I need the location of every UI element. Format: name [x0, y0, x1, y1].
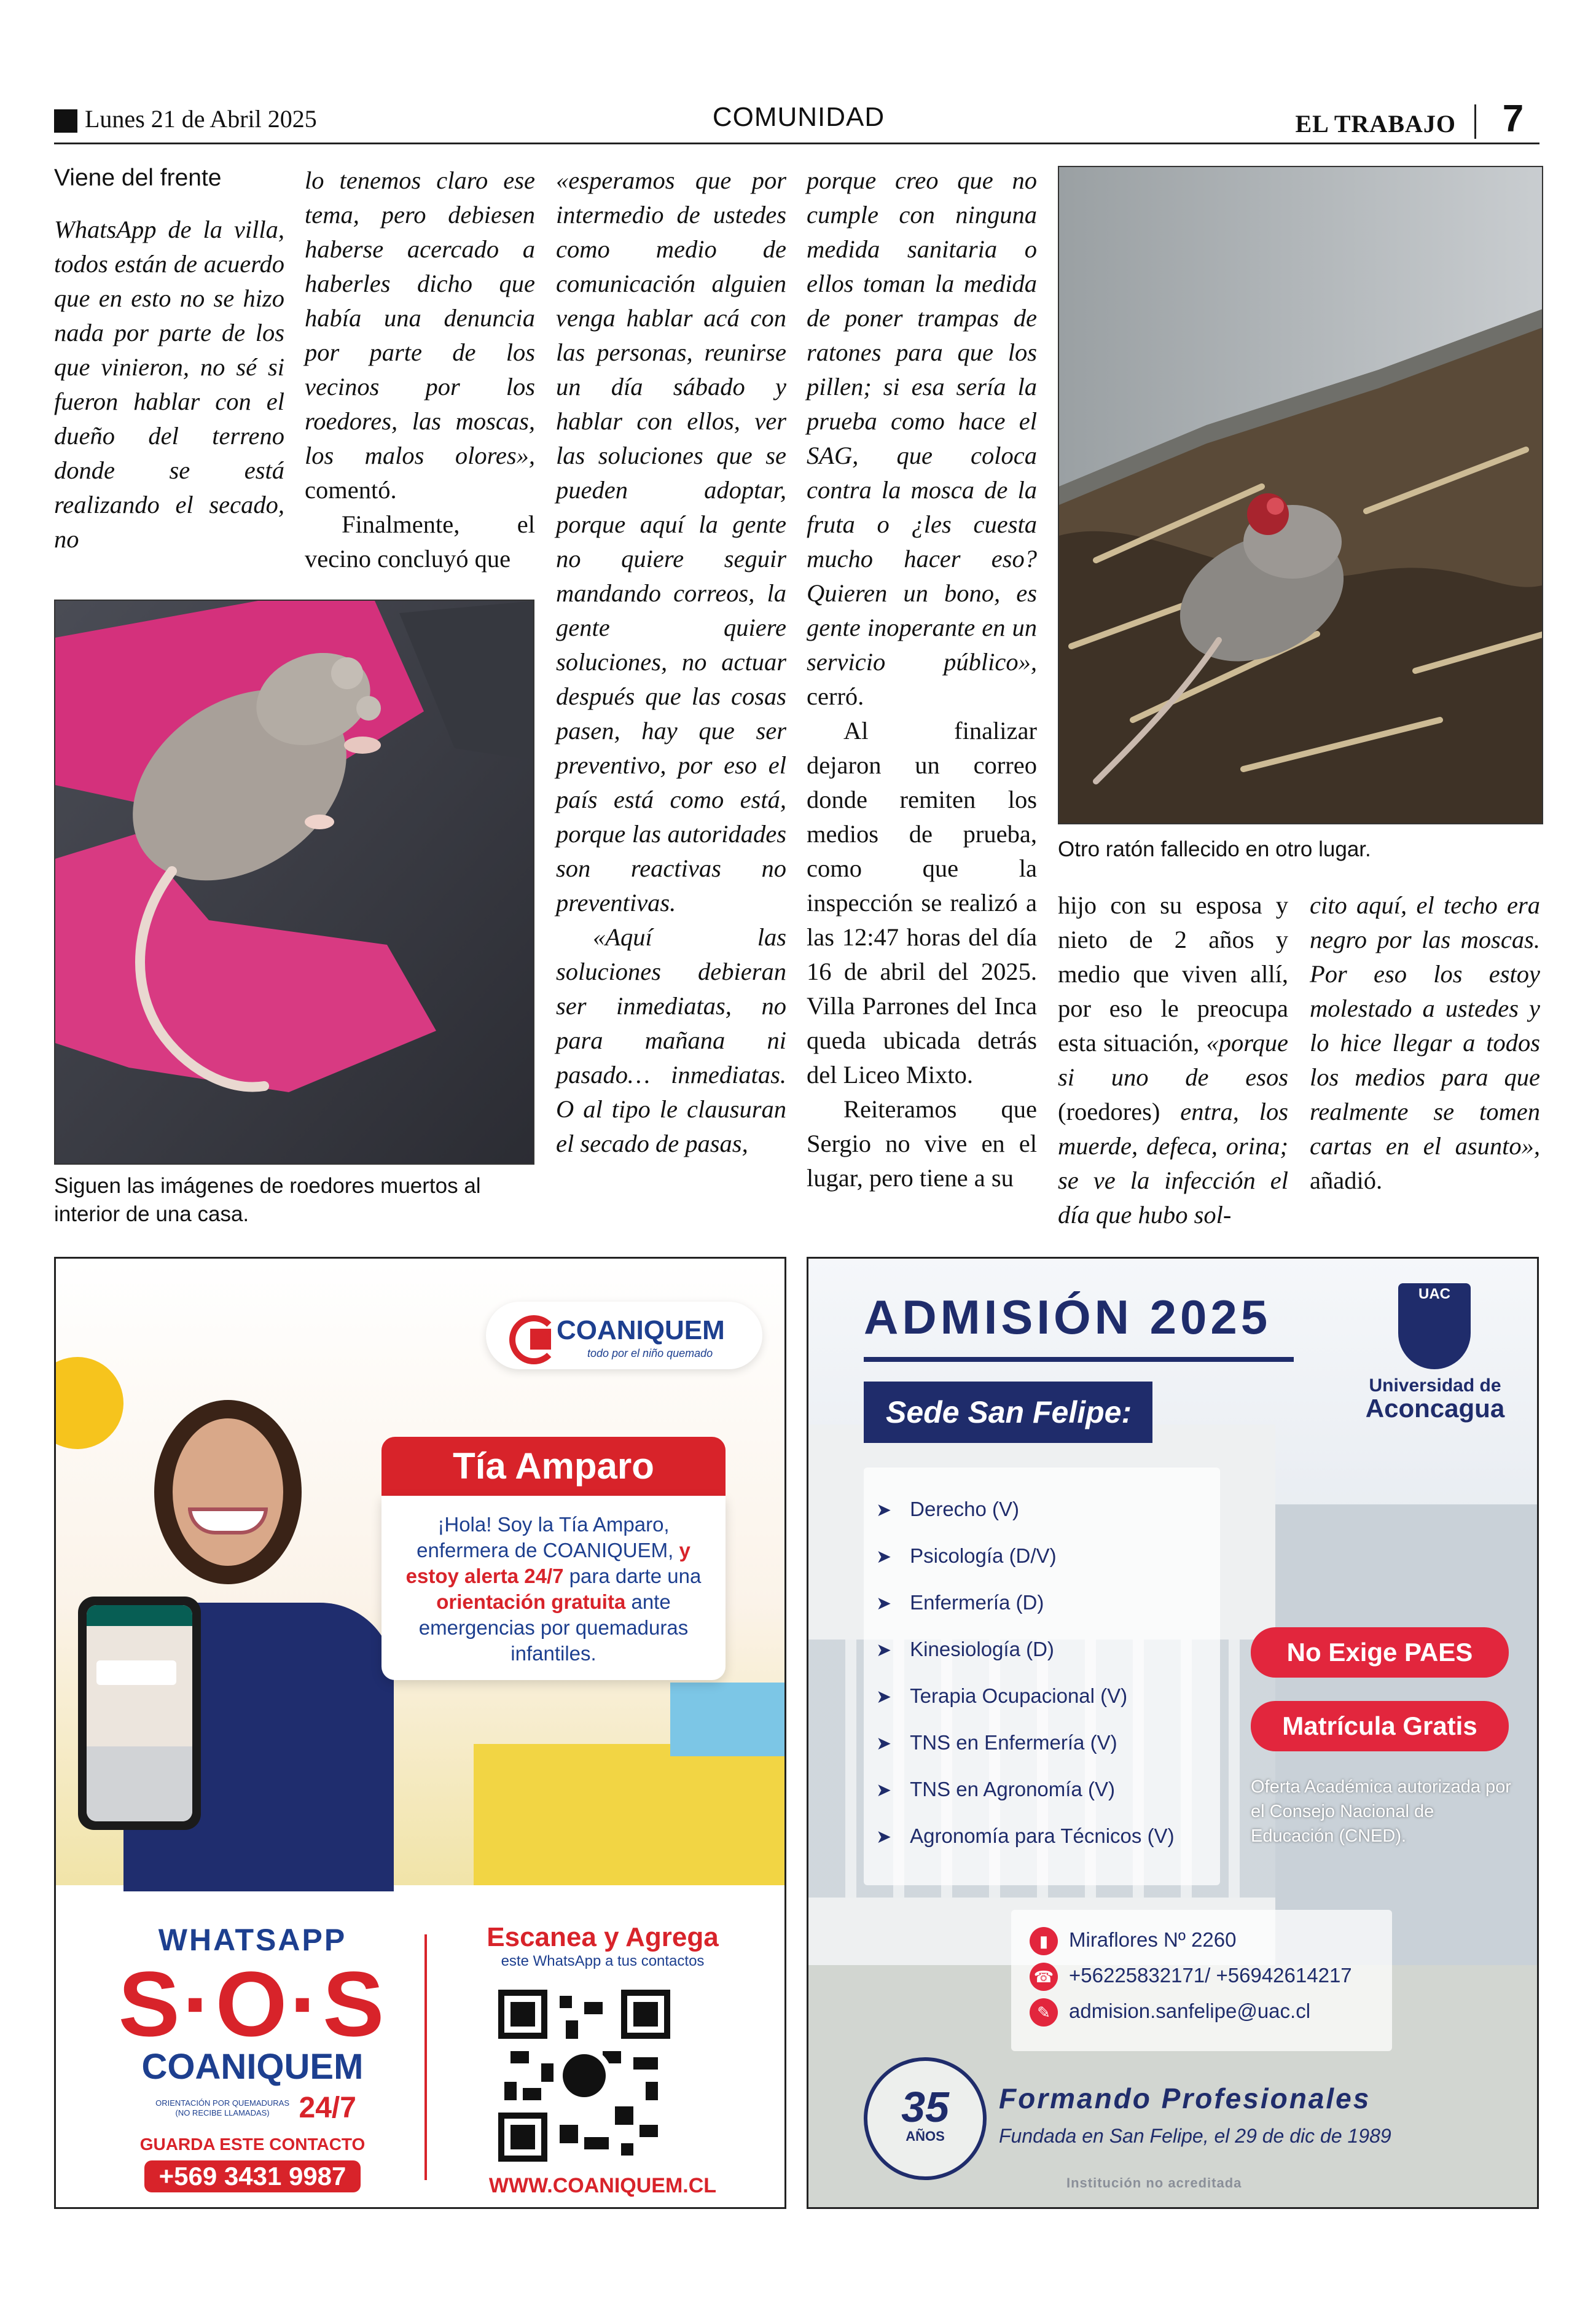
chevron-right-icon: ➤ [876, 1640, 892, 1660]
contact-list [1030, 1922, 1352, 2029]
program-item [876, 1766, 1220, 1813]
contact-email[interactable]: ✎ admision.sanfelipe@uac.cl [1030, 1993, 1352, 2029]
program-label: Kinesiología (D) [910, 1638, 1054, 1660]
program-label: TNS en Agronomía (V) [910, 1778, 1115, 1800]
program-label: Terapia Ocupacional (V) [910, 1684, 1128, 1707]
badge-matricula-gratis: Matrícula Gratis [1251, 1701, 1509, 1751]
newspaper-name: EL TRABAJO [1295, 110, 1456, 138]
sos-title: S·O·S [118, 1952, 387, 2055]
article-column-3 [556, 163, 786, 1161]
column-text: WhatsApp de la villa, todos están de acuerdo que en esto no se hizo nada por parte de los que vinieron, no sé si fueron hablar con el dueño del terreno donde se está realizando el secado, no [54, 216, 284, 553]
program-label: Enfermería (D) [910, 1591, 1044, 1614]
quote-text: «porque si uno de esos [1058, 1029, 1288, 1091]
banner-tia-amparo: Tía Amparo [381, 1437, 726, 1496]
paragraph: Al finalizar dejaron un correo donde remiten los medios de prueba, como que la inspección se realizó a las 12:47 horas del día 16 de abril del 2025. Villa Parrones del Inca queda ubicada detrás del Liceo Mixto. [807, 717, 1037, 1089]
quote-text: porque creo que no cumple con ninguna medida sanitaria o ellos toman la medida de poner trampas de ratones para que los pillen; si esa sería la prueba como hace el SAG, que coloca contra la mosca de la fruta o ¿les cuesta mucho hacer eso? Quieren un bono, es gente inoperante en un servicio público», [807, 166, 1037, 676]
coaniquem-logo: COANIQUEM todo por el niño quemado [486, 1302, 762, 1369]
paragraph-text: hijo con su esposa y nieto de 2 años y medio que viven allí, por eso le preocupa esta situación, [1058, 891, 1288, 1057]
program-label: TNS en Enfermería (V) [910, 1731, 1117, 1754]
anniversary-seal: 35 AÑOS [864, 2057, 987, 2180]
paragraph: Reiteramos que Sergio no vive en el lugar, pero tiene a su [807, 1095, 1037, 1192]
kicker: Viene del frente [54, 165, 222, 191]
programs-list [876, 1486, 1220, 1859]
qr-code[interactable] [498, 1990, 670, 2162]
founded-date: Fundada en San Felipe, el 29 de dic de 1989 [999, 2125, 1391, 2147]
university-name: Universidad de Aconcagua [1365, 1375, 1505, 1423]
article-column-6 [1310, 888, 1540, 1198]
chat-bubble [96, 1660, 176, 1685]
attribution-text: cerró. [807, 682, 864, 710]
chevron-right-icon: ➤ [876, 1827, 892, 1847]
program-label: Agronomía para Técnicos (V) [910, 1824, 1175, 1847]
photo-caption: Otro ratón fallecido en otro lugar. [1058, 837, 1371, 861]
header-square-icon [54, 109, 77, 133]
phone-screen [87, 1605, 192, 1821]
chat-header [87, 1605, 192, 1626]
phone-mockup [78, 1597, 201, 1830]
program-item [876, 1533, 1220, 1579]
quote-paragraph: «Aquí las soluciones debieran ser inmediatas, no para mañana ni pasado… inmediatas. O al tipo le clausuran el secado de pasas, [556, 923, 786, 1157]
article-column-4 [807, 163, 1037, 1195]
chevron-right-icon: ➤ [876, 1780, 892, 1800]
rat-photo-illustration [55, 601, 534, 1165]
paragraph-text: (roedores) [1058, 1098, 1181, 1125]
chevron-right-icon: ➤ [876, 1687, 892, 1707]
title-underline [864, 1357, 1294, 1362]
chevron-right-icon: ➤ [876, 1593, 892, 1614]
program-item [876, 1579, 1220, 1626]
quote-paragraph: «esperamos que por intermedio de ustedes como medio de comunicación alguien venga hablar acá con las personas, reunirse un día sábado y hablar con ellos, ver las soluciones que se pueden adoptar, porque aquí la gente no quiere seguir mandando correos, la gente quiere soluciones, no actuar después que las cosas pasen, hay que ser preventivo, por eso el país está como está, porque las autoridades son reactivas no preventivas. [556, 166, 786, 917]
program-item [876, 1719, 1220, 1766]
article-column-5 [1058, 888, 1288, 1232]
header-divider [1474, 104, 1476, 139]
woman-face [173, 1418, 283, 1566]
building-icon: ▮ [1030, 1927, 1058, 1955]
header-rule [54, 143, 1539, 144]
paragraph: Finalmente, el vecino concluyó que [305, 510, 535, 573]
section-title: COMUNIDAD [712, 102, 885, 132]
qr-block: Escanea y Agrega este WhatsApp a tus contactos [487, 1922, 719, 1969]
ad-universidad-aconcagua[interactable] [807, 1257, 1539, 2209]
article-column-1 [54, 161, 284, 557]
page-number: 7 [1502, 98, 1524, 140]
attribution-text: comentó. [305, 476, 397, 504]
sos-block: WHATSAPP S·O·S COANIQUEM ORIENTACIÓN POR QUEMADURAS (NO RECIBE LLAMADAS) 24/7 GUARDA ESTE CONTACTO +569 3431 9987 [80, 1922, 424, 2192]
program-item [876, 1673, 1220, 1719]
qr-code-graphic [498, 1990, 670, 2162]
website-link[interactable]: WWW.COANIQUEM.CL [488, 2174, 717, 2197]
chevron-right-icon: ➤ [876, 1547, 892, 1567]
message-box: ¡Hola! Soy la Tía Amparo, enfermera de COANIQUEM, y estoy alerta 24/7 para darte una orientación gratuita ante emergencias por quemaduras infantiles. [381, 1496, 726, 1680]
photo-dead-rat-on-fabric [54, 600, 534, 1165]
play-block-decoration [670, 1683, 786, 1756]
campus-label: Sede San Felipe: [864, 1382, 1152, 1443]
ad-coaniquem[interactable] [54, 1257, 786, 2209]
attribution-text: añadió. [1310, 1167, 1383, 1194]
phone-icon: ☎ [1030, 1963, 1058, 1991]
chevron-right-icon: ➤ [876, 1734, 892, 1754]
accreditation-note: Oferta Académica autorizada por el Consejo Nacional de Educación (CNED). [1251, 1777, 1511, 1846]
contact-address: ▮ Miraflores Nº 2260 [1030, 1922, 1352, 1958]
accreditation-status: Institución no acreditada [1066, 2175, 1242, 2191]
pencil-icon: ✎ [1030, 1998, 1058, 2027]
quote-text: entra, los muerde, defeca, orina; se ve la infección el día que hubo sol- [1058, 1098, 1288, 1229]
program-label: Derecho (V) [910, 1498, 1020, 1520]
divider [424, 1934, 427, 2180]
quote-text: cito aquí, el techo era negro por las moscas. Por eso los estoy molestado a ustedes y lo hice llegar a todos los medios para que realmente se tomen cartas en el asunto», [1310, 891, 1540, 1160]
photo-dead-rat-outdoors [1058, 166, 1543, 824]
chevron-right-icon: ➤ [876, 1500, 892, 1520]
issue-date: Lunes 21 de Abril 2025 [85, 105, 317, 133]
contact-phone[interactable]: ☎ +56225832171/ +56942614217 [1030, 1958, 1352, 1993]
uac-crest-icon: UAC [1398, 1283, 1471, 1369]
phone-number-button[interactable]: +569 3431 9987 [144, 2160, 361, 2192]
rat-outdoor-illustration [1059, 167, 1543, 824]
program-item [876, 1813, 1220, 1859]
article-column-2 [305, 163, 535, 576]
program-label: Psicología (D/V) [910, 1544, 1057, 1567]
badge-no-paes: No Exige PAES [1251, 1627, 1509, 1678]
slogan: Formando Profesionales [999, 2082, 1371, 2114]
program-item [876, 1486, 1220, 1533]
play-block-decoration [474, 1744, 784, 1885]
coaniquem-cross-icon [530, 1329, 551, 1350]
admission-title: ADMISIÓN 2025 [864, 1290, 1272, 1344]
quote-text: lo tenemos claro ese tema, pero debiesen haberse acercado a haberles dicho que había una denuncia por parte de los vecinos por los roedores, las moscas, los malos olores», [305, 166, 535, 469]
program-item [876, 1626, 1220, 1673]
photo-caption: Siguen las imágenes de roedores muertos al interior de una casa. [54, 1174, 481, 1226]
phone-keyboard [87, 1746, 192, 1821]
